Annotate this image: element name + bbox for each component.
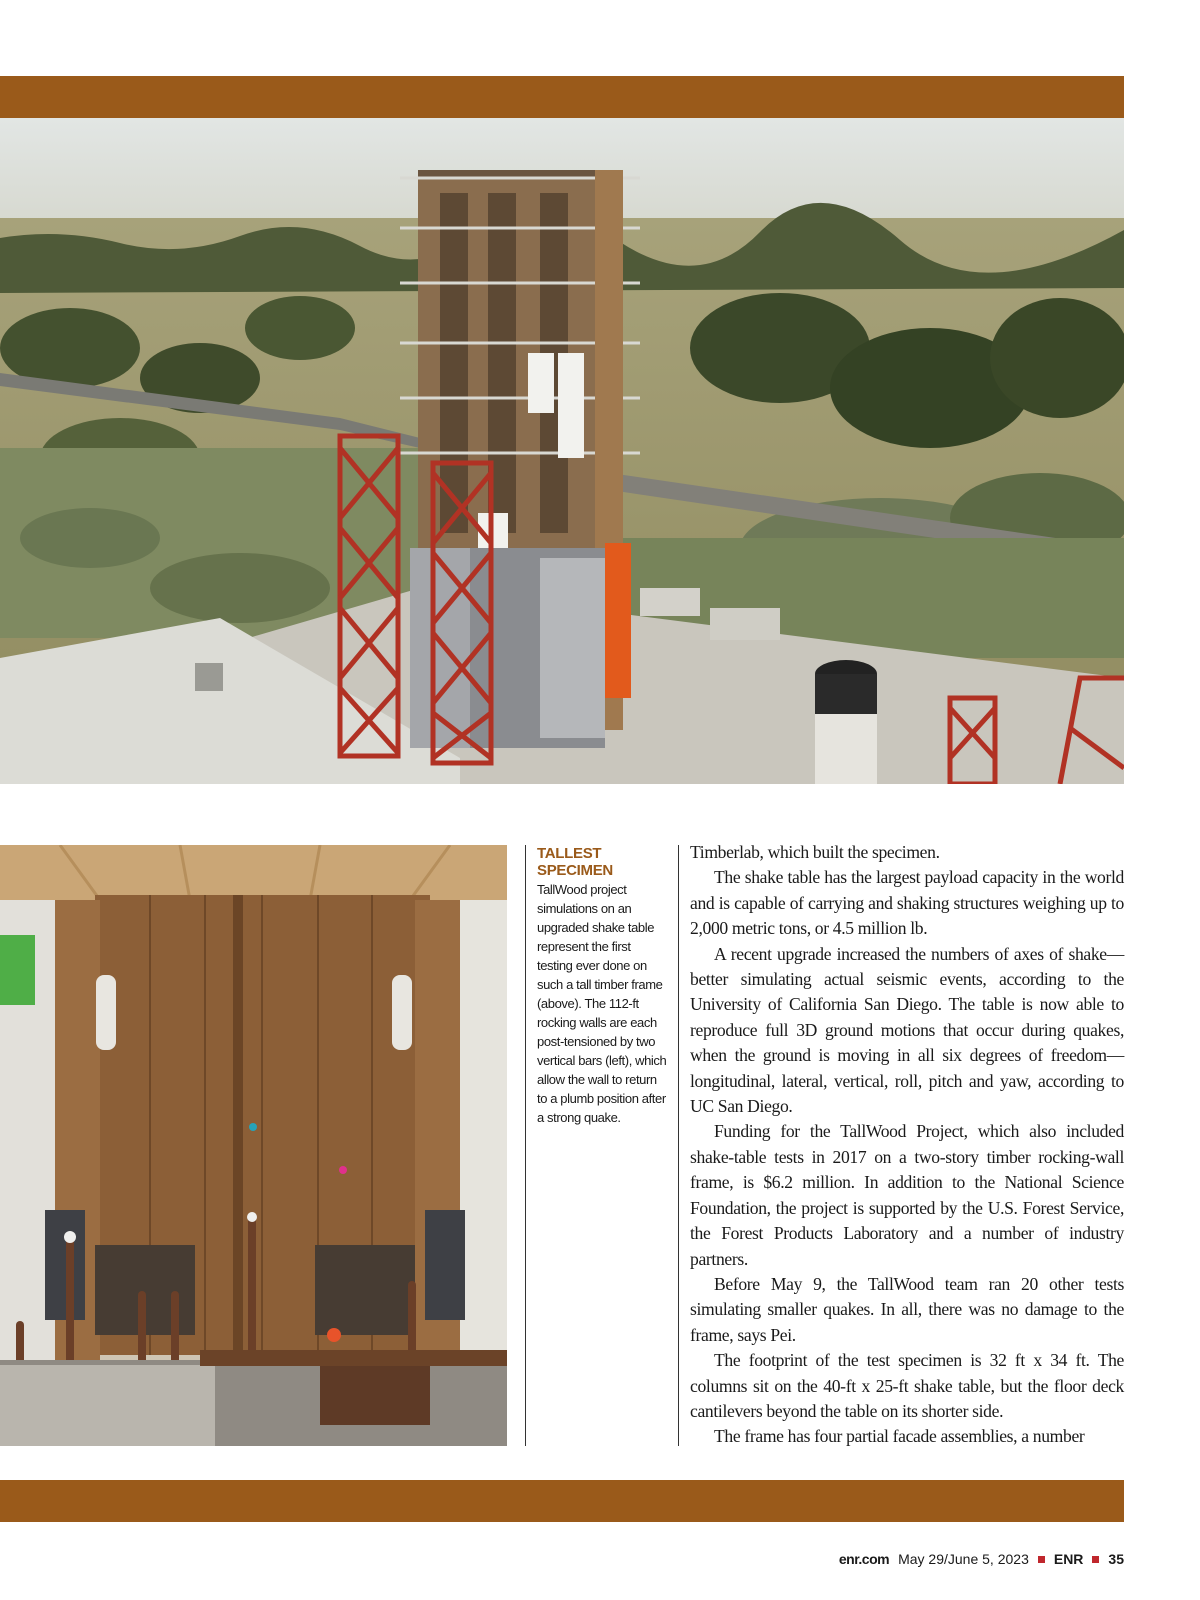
article-paragraph: Funding for the TallWood Project, which also included shake-table tests in 2017 on a two-story timber rocking-wall frame, is $6.2 million. In addition to the National Science Foundation, the project is supported by the U.S. Forest Service, the Forest Products Laboratory and a number of industry partners.: [690, 1121, 1124, 1269]
article-paragraph: The shake table has the largest payload capacity in the world and is capable of carrying and shaking structures weighing up to 2,000 metric tons, or 4.5 million lb.: [690, 867, 1124, 939]
page-footer: [839, 1551, 1124, 1567]
footer-date: May 29/June 5, 2023: [898, 1551, 1029, 1567]
footer-site: enr.com: [838, 1551, 890, 1567]
column-rule-left: [525, 845, 526, 1446]
footer-square-icon: [1038, 1556, 1045, 1563]
caption-body: TallWood project simulations on an upgraded shake table represent the first testing ever done on such a tall timber frame (above). The 112-ft rocking walls are each post-tensioned by two vertical bars (left), which allow the wall to return to a plumb position after a strong quake.: [537, 882, 667, 1125]
article-paragraph: Before May 9, the TallWood team ran 20 other tests simulating smaller quakes. In all, there was no damage to the frame, says Pei.: [690, 1273, 1124, 1345]
footer-square-icon: [1092, 1556, 1099, 1563]
column-rule-right: [678, 845, 679, 1446]
page-number: 35: [1108, 1551, 1124, 1567]
rocking-wall-photo: [0, 845, 507, 1446]
top-color-band: [0, 76, 1124, 118]
article-paragraph: The frame has four partial facade assemblies, a number: [714, 1426, 1085, 1447]
article-text: [690, 840, 1124, 1450]
article-paragraph: Timberlab, which built the specimen.: [690, 842, 940, 862]
photo-caption: [537, 845, 669, 1127]
caption-heading: TALLEST SPECIMEN: [537, 845, 613, 879]
footer-brand: ENR: [1053, 1551, 1084, 1567]
article-paragraph: A recent upgrade increased the numbers of axes of shake—better simulating actual seismic events, according to the University of California San Diego. The table is now able to reproduce full 3D ground motions that occur during quakes, when the ground is moving in all six degrees of freedom—longitudinal, lateral, vertical, roll, pitch and yaw, according to UC San Diego.: [690, 943, 1124, 1117]
aerial-tower-photo: [0, 118, 1124, 784]
bottom-color-band: [0, 1480, 1124, 1522]
article-paragraph: The footprint of the test specimen is 32 ft x 34 ft. The columns sit on the 40-ft x 25-ft shake table, but the floor deck cantilevers beyond the table on its shorter side.: [690, 1350, 1124, 1421]
